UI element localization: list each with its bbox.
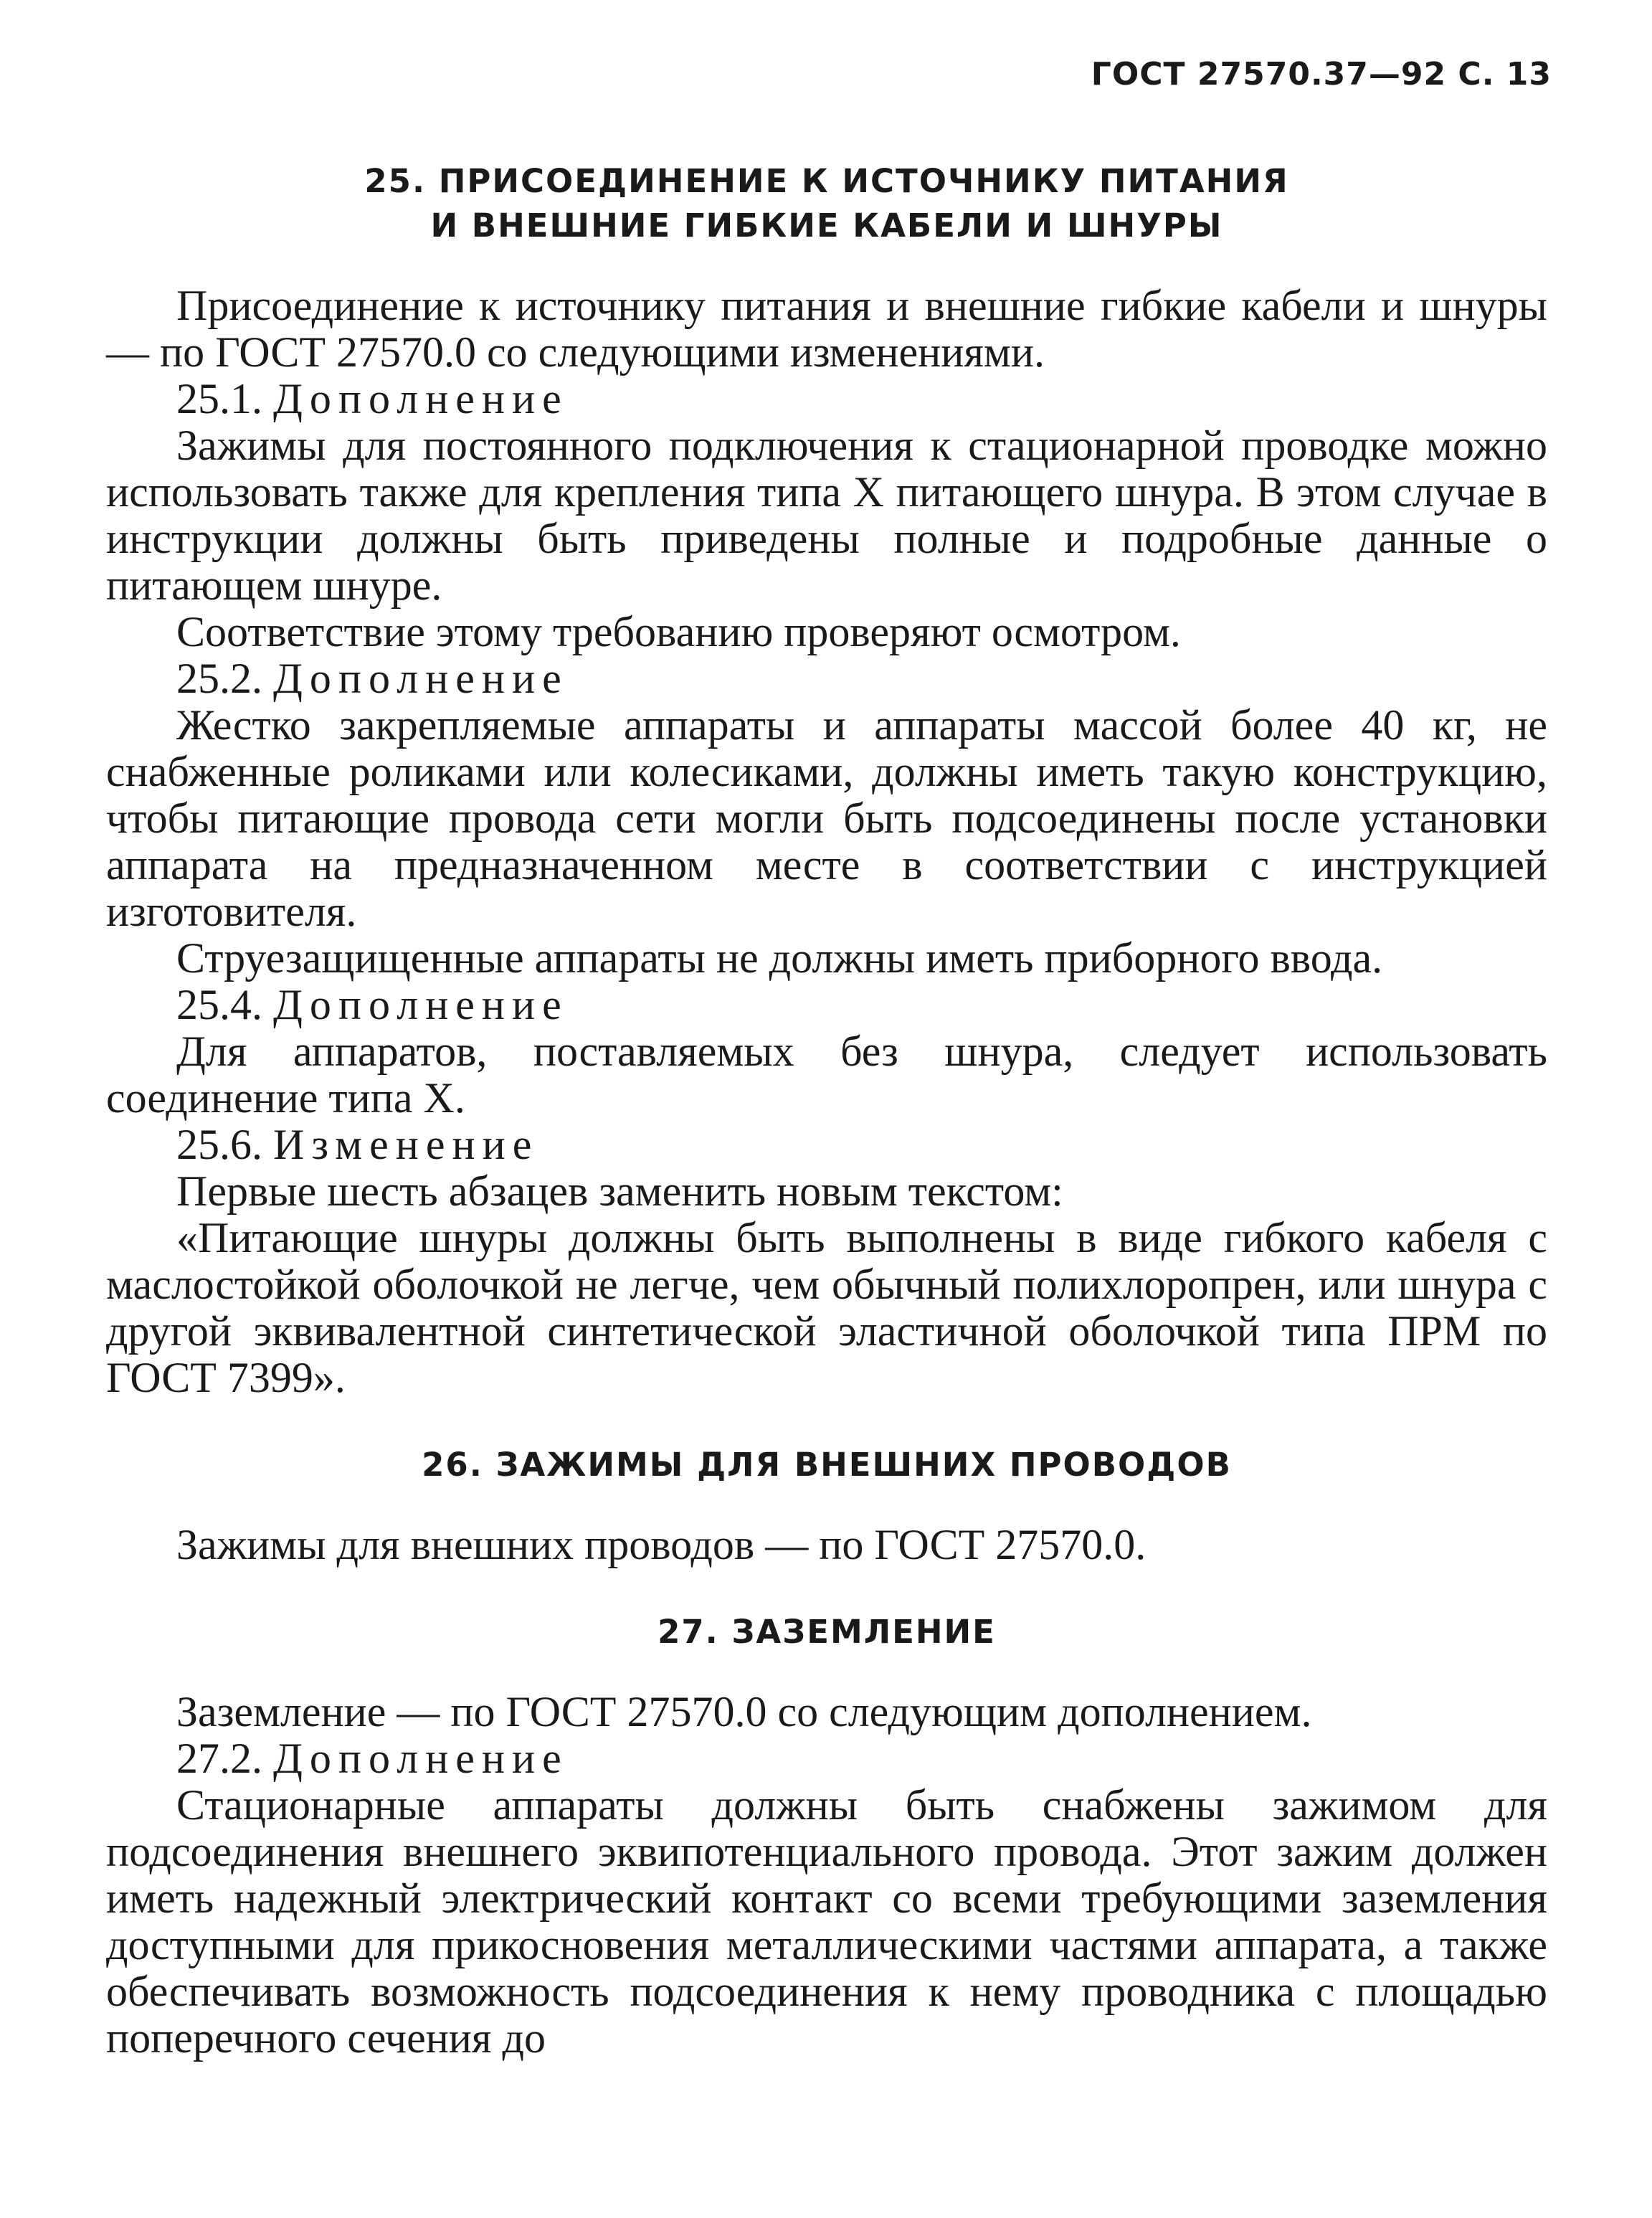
clause-27-2-number: 27.2.	[176, 1735, 262, 1782]
clause-25-2-number: 25.2.	[176, 655, 262, 702]
section-25-intro: Присоединение к источнику питания и внешние гибкие кабели и шнуры — по ГОСТ 27570.0 со следующими изменениями.	[106, 282, 1547, 376]
clause-25-4-number: 25.4.	[176, 981, 262, 1028]
clause-25-4-kind: Дополнение	[273, 981, 569, 1028]
section-26-intro: Зажимы для внешних проводов — по ГОСТ 27570.0.	[176, 1521, 1147, 1568]
clause-27-2-kind: Дополнение	[273, 1735, 569, 1782]
clause-25-1-paragraph-2: Соответствие этому требованию проверяют осмотром.	[176, 608, 1181, 655]
clause-25-4-paragraph-1: Для аппаратов, поставляемых без шнура, следует использовать соединение типа X.	[106, 1028, 1547, 1122]
clause-25-6-number: 25.6.	[176, 1121, 262, 1168]
section-25-title-line-1: 25. ПРИСОЕДИНЕНИЕ К ИСТОЧНИКУ ПИТАНИЯ	[364, 162, 1289, 200]
clause-25-6-paragraph-2: «Питающие шнуры должны быть выполнены в виде гибкого кабеля с маслостойкой оболочкой не легче, чем обычный полихлоропрен, или шнура с другой эквивалентной синтетической эластичной оболочкой типа ПРМ по ГОСТ 7399».	[106, 1214, 1547, 1401]
clause-25-6-heading	[106, 1122, 1547, 1168]
clause-25-1-paragraph-1: Зажимы для постоянного подключения к стационарной проводке можно использовать также для крепления типа X питающего шнура. В этом случае в инструкции должны быть приведены полные и подробные данные о питающем шнуре.	[106, 422, 1547, 609]
section-25-title-line-2: И ВНЕШНИЕ ГИБКИЕ КАБЕЛИ И ШНУРЫ	[430, 207, 1223, 245]
section-27-title: 27. ЗАЗЕМЛЕНИЕ	[658, 1613, 996, 1651]
clause-25-1-number: 25.1.	[176, 375, 262, 422]
page-content	[106, 159, 1547, 2062]
clause-25-1-kind: Дополнение	[273, 375, 569, 422]
clause-25-2-heading	[106, 655, 1547, 702]
clause-25-1-heading	[106, 376, 1547, 422]
clause-25-6-kind: Изменение	[273, 1121, 539, 1168]
clause-27-2-paragraph-1: Стационарные аппараты должны быть снабжены зажимом для подсоединения внешнего эквипотенциального провода. Этот зажим должен иметь надежный электрический контакт со всеми требующими заземления доступными для прикосновения металлическими частями аппарата, а также обеспечивать возможность подсоединения к нему проводника с площадью поперечного сечения до	[106, 1781, 1547, 2062]
clause-25-2-kind: Дополнение	[273, 655, 569, 702]
section-27-intro: Заземление — по ГОСТ 27570.0 со следующим дополнением.	[176, 1688, 1312, 1735]
clause-25-6-paragraph-1: Первые шесть абзацев заменить новым текстом:	[176, 1167, 1063, 1215]
clause-25-4-heading	[106, 982, 1547, 1028]
clause-25-2-paragraph-2: Струезащищенные аппараты не должны иметь приборного ввода.	[176, 934, 1383, 982]
clause-25-2-paragraph-1: Жестко закрепляемые аппараты и аппараты массой более 40 кг, не снабженные роликами или колесиками, должны иметь такую конструкцию, чтобы питающие провода сети могли быть подсоединены после установки аппарата на предназначенном месте в соответствии с инструкцией изготовителя.	[106, 701, 1547, 935]
section-26-title: 26. ЗАЖИМЫ ДЛЯ ВНЕШНИХ ПРОВОДОВ	[422, 1446, 1232, 1484]
section-25-title	[106, 159, 1547, 248]
running-head: ГОСТ 27570.37—92 С. 13	[1091, 56, 1552, 93]
clause-27-2-heading	[106, 1735, 1547, 1782]
